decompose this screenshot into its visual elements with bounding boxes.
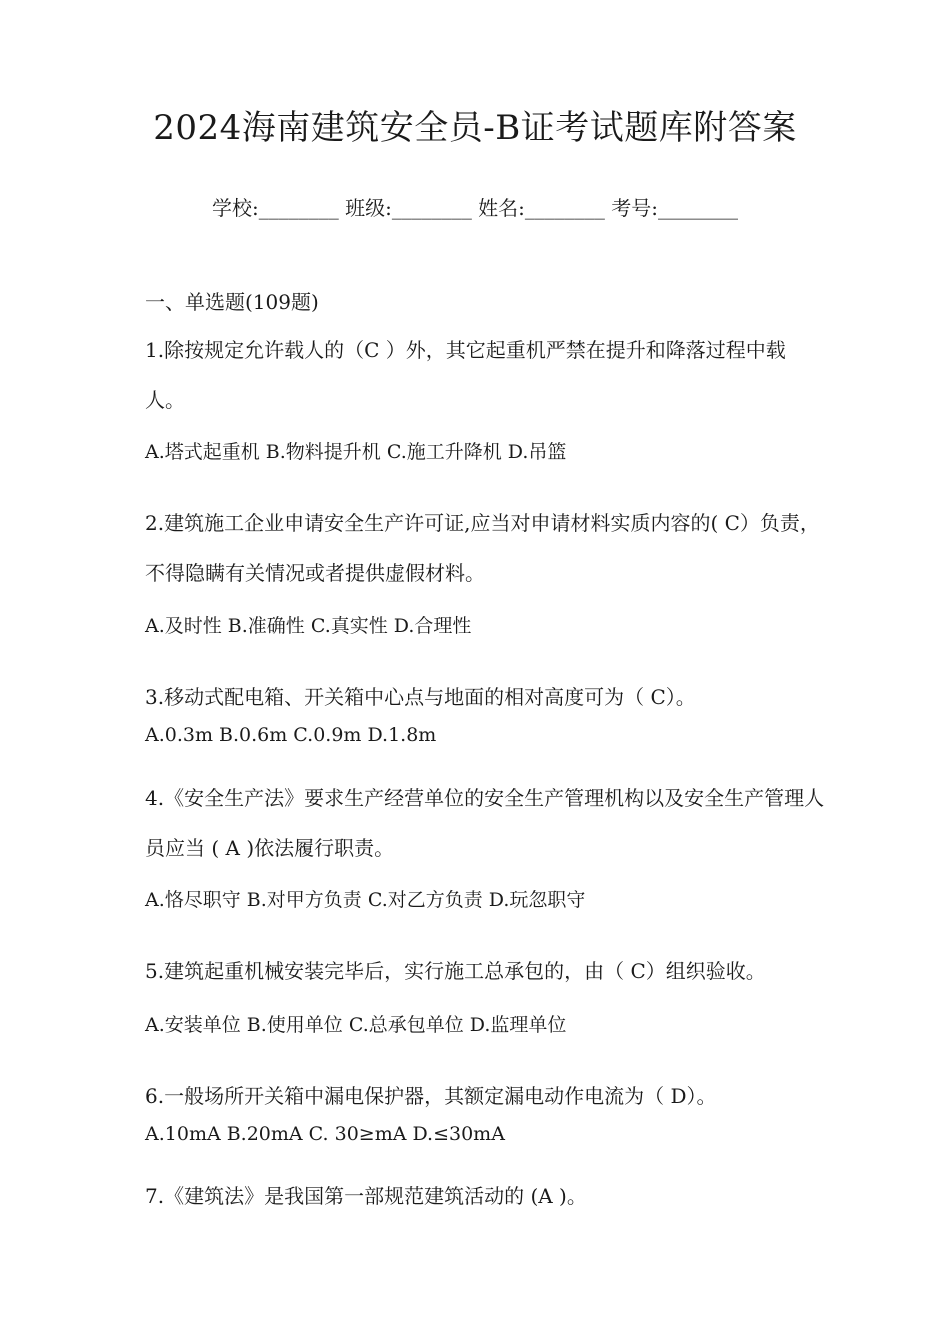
question-3-options: A.0.3m B.0.6m C.0.9m D.1.8m	[145, 724, 437, 746]
question-6-stem: 6.一般场所开关箱中漏电保护器，其额定漏电动作电流为（ D）。	[145, 1084, 717, 1108]
question-2-options: A.及时性 B.准确性 C.真实性 D.合理性	[145, 615, 472, 637]
question-4-stem: 4.《安全生产法》要求生产经营单位的安全生产管理机构以及安全生产管理人员应当 ( A )依法履行职责。	[145, 786, 825, 860]
page-title: 2024海南建筑安全员-B证考试题库附答案	[153, 108, 797, 148]
question-1-options: A.塔式起重机 B.物料提升机 C.施工升降机 D.吊篮	[145, 441, 567, 463]
question-3-stem: 3.移动式配电箱、开关箱中心点与地面的相对高度可为（ C）。	[145, 685, 696, 709]
question-1-stem: 1.除按规定允许载人的（C ）外，其它起重机严禁在提升和降落过程中载人。	[145, 338, 786, 412]
student-info-line: 学校:________ 班级:________ 姓名:________ 考号:________	[211, 196, 739, 220]
question-4-options: A.恪尽职守 B.对甲方负责 C.对乙方负责 D.玩忽职守	[145, 889, 586, 911]
question-5-stem: 5.建筑起重机械安装完毕后，实行施工总承包的，由（ C）组织验收。	[145, 959, 766, 983]
section-heading: 一、单选题(109题)	[145, 290, 319, 314]
question-5-options: A.安装单位 B.使用单位 C.总承包单位 D.监理单位	[145, 1014, 567, 1036]
question-7-stem: 7.《建筑法》是我国第一部规范建筑活动的 (A )。	[145, 1184, 587, 1208]
question-6-options: A.10mA B.20mA C. 30≥mA D.≤30mA	[145, 1123, 505, 1145]
question-2-stem: 2.建筑施工企业申请安全生产许可证,应当对申请材料实质内容的( C）负责，不得隐瞒有关情况或者提供虚假材料。	[145, 511, 820, 585]
